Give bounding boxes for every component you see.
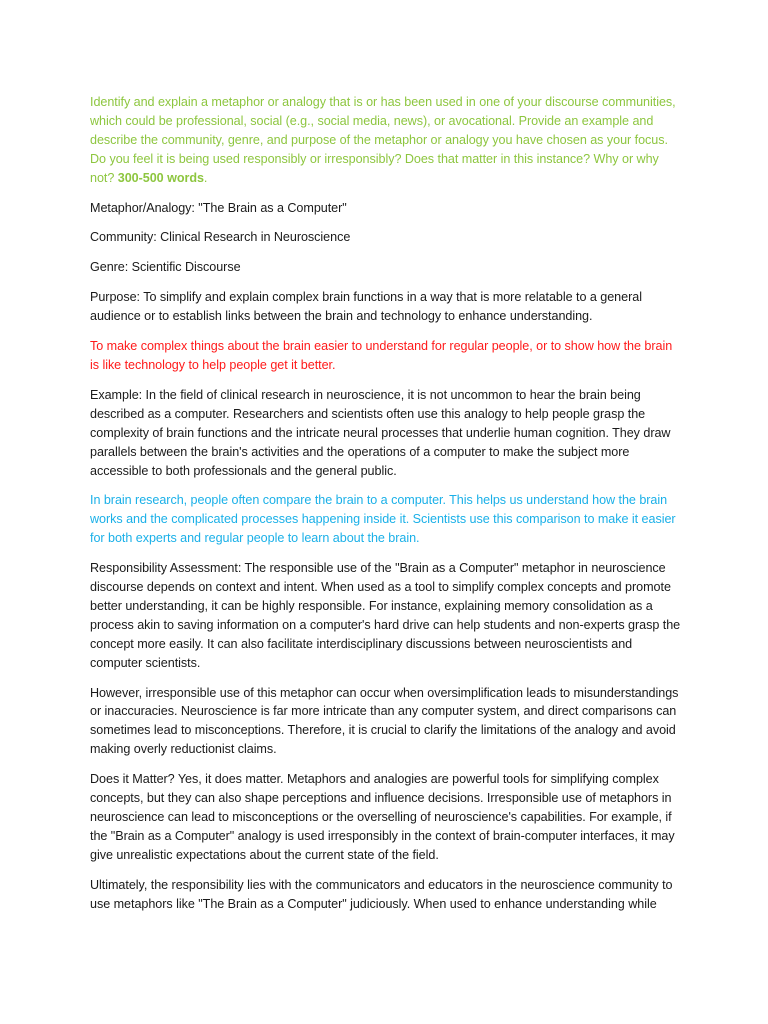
purpose-simplified-paragraph: To make complex things about the brain easier to understand for regular people, or to show how the brain is like technology to help people get it better. (90, 339, 673, 372)
does-it-matter-paragraph: Does it Matter? Yes, it does matter. Metaphors and analogies are powerful tools for simplifying complex concepts, but they can also shape perceptions and influence decisions. Irresponsible use of metaphors in neuroscience can lead to misconceptions or the overselling of neuroscience's capabilities. For example, if the "Brain as a Computer" analogy is used irresponsibly in the context of brain-computer interfaces, it may give unrealistic expectations about the current state of the field. (90, 772, 675, 862)
prompt-text: Identify and explain a metaphor or analogy that is or has been used in one of your discourse communities, which could be professional, social (e.g., social media, news), or avocational. Provide an example and describe the community, genre, and purpose of the metaphor or analogy you have chosen as your focus. Do you feel it is being used responsibly or irresponsibly? Does that matter in this instance? Why or why not? (90, 95, 676, 185)
genre-line: Genre: Scientific Discourse (90, 260, 241, 275)
assignment-prompt (90, 93, 682, 188)
metaphor-line: Metaphor/Analogy: "The Brain as a Computer" (90, 200, 347, 215)
irresponsible-use-paragraph: However, irresponsible use of this metaphor can occur when oversimplification leads to misunderstandings or inaccuracies. Neuroscience is far more intricate than any computer system, and direct comparisons can sometimes lead to misconceptions. Therefore, it is crucial to clarify the limitations of the analogy and avoid making overly reductionist claims. (90, 685, 679, 757)
prompt-tail: . (203, 170, 208, 185)
community-line: Community: Clinical Research in Neuroscience (90, 230, 351, 245)
word-count-requirement: 300-500 words (117, 170, 204, 185)
purpose-paragraph: Purpose: To simplify and explain complex brain functions in a way that is more relatable to a general audience or to establish links between the brain and technology to enhance understanding. (90, 290, 642, 324)
conclusion-paragraph: Ultimately, the responsibility lies with the communicators and educators in the neuroscience community to use metaphors like "The Brain as a Computer" judiciously. When used to enhance understanding while (90, 877, 673, 911)
example-simplified-paragraph: In brain research, people often compare the brain to a computer. This helps us understand how the brain works and the complicated processes happening inside it. Scientists use this comparison to make it easier for both experts and regular people to learn about the brain. (90, 493, 676, 546)
responsibility-paragraph: Responsibility Assessment: The responsible use of the "Brain as a Computer" metaphor in neuroscience discourse depends on context and intent. When used as a tool to simplify complex concepts and promote better understanding, it can be highly responsible. For instance, explaining memory consolidation as a process akin to saving information on a computer's hard drive can help students and non-experts grasp the concept more easily. It can also facilitate interdisciplinary discussions between neuroscientists and computer scientists. (90, 561, 681, 670)
example-paragraph: Example: In the field of clinical research in neuroscience, it is not uncommon to hear the brain being described as a computer. Researchers and scientists often use this analogy to help people grasp the complexity of brain functions and the intricate neural processes that underlie human cognition. They draw parallels between the brain's activities and the operations of a computer to make the subject more accessible to both professionals and the general public. (90, 387, 671, 478)
